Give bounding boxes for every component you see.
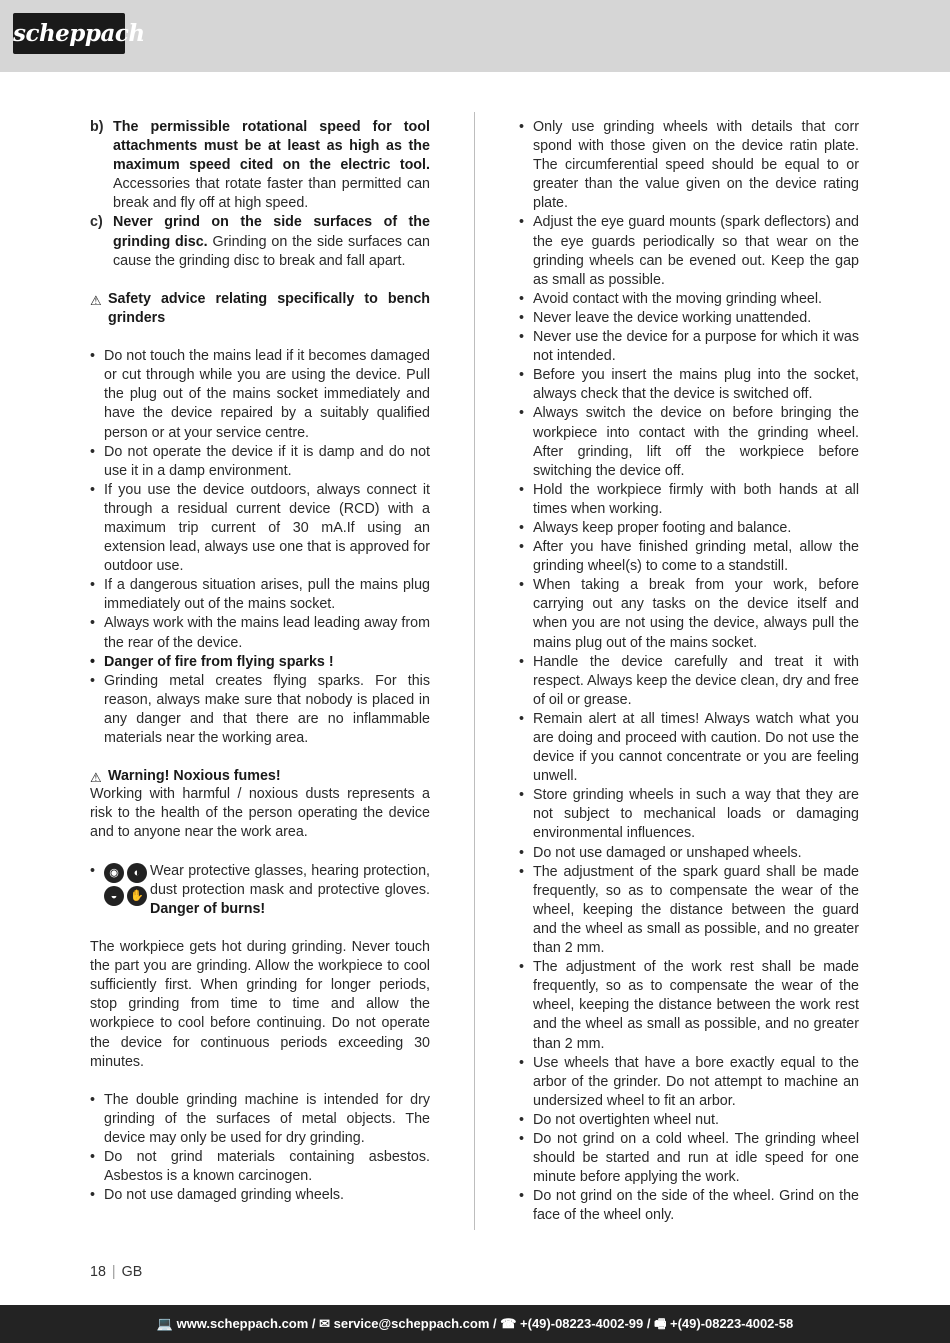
hot-workpiece-text: The workpiece gets hot during grinding. Never touch the part you are grinding. Allow the workpiece to cool sufficiently first. When grinding for longer periods, stop grinding from time to time and allow the workpiece to cool before continuing. Do not operate the device for continuous periods exceeding 30 minutes.	[90, 939, 430, 1070]
item-c	[90, 213, 430, 270]
safety-list-2	[90, 1091, 430, 1206]
bench-grinder-heading	[90, 290, 430, 328]
item-bold: The permissible rotational speed for tool attachments must be at least as high as the maximum speed cited on the electric tool.	[113, 119, 430, 174]
safety-list-1	[90, 347, 430, 748]
list-item: • Use wheels that have a bore exactly equal to the arbor of the grinder. Do not attempt to machine an undersized wheel to fit an arbor.	[519, 1054, 859, 1111]
page-language: GB	[121, 1264, 143, 1280]
gloves-icon: ✋	[127, 886, 147, 906]
warning-icon: ⚠	[90, 292, 102, 308]
mask-icon: ◒	[104, 886, 124, 906]
fumes-heading	[90, 767, 430, 786]
list-item: • If you use the device outdoors, always connect it through a residual current device (RCD) with a maximum trip current of 30 mA.If using an extension lead, always use one that is approved for outdoor use.	[90, 481, 430, 576]
list-item: • Do not use damaged or unshaped wheels.	[519, 844, 859, 863]
warning-icon: ⚠	[90, 770, 102, 786]
list-item: • The adjustment of the spark guard shall be made frequently, so as to compensate the wear of the wheel, keeping the distance between the guard and the wheel as small as possible, and no greater than 2 mm.	[519, 863, 859, 958]
page-number-value: 18	[90, 1264, 106, 1280]
list-item: • Before you insert the mains plug into the socket, always check that the device is switched off.	[519, 366, 859, 404]
page-number	[90, 1264, 142, 1280]
left-column	[90, 118, 430, 1205]
list-item: • Do not use damaged grinding wheels.	[90, 1186, 430, 1205]
list-item: • Avoid contact with the moving grinding wheel.	[519, 290, 859, 309]
page-separator: |	[111, 1264, 116, 1280]
list-item: • The adjustment of the work rest shall be made frequently, so as to compensate the wear of the wheel, keeping the distance between the work rest and the wheel as small as possible, and no greater than 2 mm.	[519, 958, 859, 1053]
contact-info: 💻 www.scheppach.com / ✉ service@scheppach.com / ☎ +(49)-08223-4002-99 / 🖷 +(49)-08223-4002-58	[156, 1316, 794, 1331]
list-item: • Do not grind on the side of the wheel. Grind on the face of the wheel only.	[519, 1187, 859, 1225]
list-item: • Always keep proper footing and balance.	[519, 519, 859, 538]
ppe-item	[90, 862, 430, 919]
burns-warning: Danger of burns!	[150, 900, 266, 917]
list-item: • Grinding metal creates flying sparks. For this reason, always make sure that nobody is placed in any danger and that there are no inflammable materials near the working area.	[90, 672, 430, 748]
list-item: • If a dangerous situation arises, pull the mains plug immediately out of the mains socket.	[90, 576, 430, 614]
footer-contact-bar	[0, 1305, 950, 1343]
list-item: • Only use grinding wheels with details that corr spond with those given on the device ratin plate. The circumferential speed should be equal to or greater than the value given on the device rating plate.	[519, 118, 859, 213]
list-item: • Do not grind materials containing asbestos. Asbestos is a known carcinogen.	[90, 1148, 430, 1186]
list-item: • Never use the device for a purpose for which it was not intended.	[519, 328, 859, 366]
item-letter: c)	[90, 214, 103, 231]
list-item: • Always work with the mains lead leading away from the rear of the device.	[90, 614, 430, 652]
list-item: • Remain alert at all times! Always watch what you are doing and proceed with caution. Do not use the device if you cannot concentrate or you are feeling unwell.	[519, 710, 859, 786]
list-item: • Never leave the device working unattended.	[519, 309, 859, 328]
list-item: • Do not grind on a cold wheel. The grinding wheel should be started and run at idle speed for one minute before applying the work.	[519, 1130, 859, 1187]
ear-protection-icon: ◐	[127, 863, 147, 883]
list-item: • Do not overtighten wheel nut.	[519, 1111, 859, 1130]
heading-text: Safety advice relating specifically to bench grinders	[108, 290, 430, 326]
list-item: • The double grinding machine is intended for dry grinding of the surfaces of metal objects. The device may only be used for dry grinding.	[90, 1091, 430, 1148]
list-item: • Store grinding wheels in such a way that they are not subject to mechanical loads or damaging environmental influences.	[519, 786, 859, 843]
item-text: Accessories that rotate faster than permitted can break and fly off at high speed.	[113, 176, 430, 212]
ppe-text: Wear protective glasses, hearing protection, dust protection mask and protective gloves.	[150, 862, 430, 898]
column-divider	[474, 112, 475, 1230]
item-text: Grinding on the side surfaces can cause the grinding disc to break and fall apart.	[113, 233, 430, 269]
heading-text: Warning! Noxious fumes!	[108, 768, 281, 785]
list-item: • Adjust the eye guard mounts (spark deflectors) and the eye guards periodically so that wear on the grinding wheels can be evened out. Keep the gap as small as possible.	[519, 213, 859, 289]
list-item: • Hold the workpiece firmly with both hands at all times when working.	[519, 481, 859, 519]
fire-warning: • Danger of fire from flying sparks !	[90, 653, 430, 672]
ppe-icons	[104, 863, 148, 907]
glasses-icon: • ◉	[104, 863, 124, 883]
item-letter: b)	[90, 119, 104, 135]
scheppach-logo: scheppach	[13, 13, 125, 54]
right-column	[519, 118, 859, 1225]
item-b	[90, 118, 430, 213]
list-item: • Do not touch the mains lead if it becomes damaged or cut through while you are using the device. Pull the plug out of the mains socket immediately and have the device repaired by a suitably qualified person or at your service centre.	[90, 347, 430, 442]
list-item: • When taking a break from your work, before carrying out any tasks on the device itself and when you are not using the device, always pull the mains plug out of the mains socket.	[519, 576, 859, 652]
header-bar	[0, 0, 950, 72]
list-item: • Do not operate the device if it is damp and do not use it in a damp environment.	[90, 443, 430, 481]
list-item: • Handle the device carefully and treat it with respect. Always keep the device clean, dry and free of oil or grease.	[519, 653, 859, 710]
fumes-text: Working with harmful / noxious dusts represents a risk to the health of the person operating the device and to anyone near the work area.	[90, 786, 430, 841]
list-item: • Always switch the device on before bringing the workpiece into contact with the grinding wheel. After grinding, lift off the workpiece before switching the device off.	[519, 404, 859, 480]
item-bold: Never grind on the side surfaces of the grinding disc.	[113, 214, 430, 250]
list-item: • After you have finished grinding metal, allow the grinding wheel(s) to come to a standstill.	[519, 538, 859, 576]
safety-list-right	[519, 118, 859, 1225]
